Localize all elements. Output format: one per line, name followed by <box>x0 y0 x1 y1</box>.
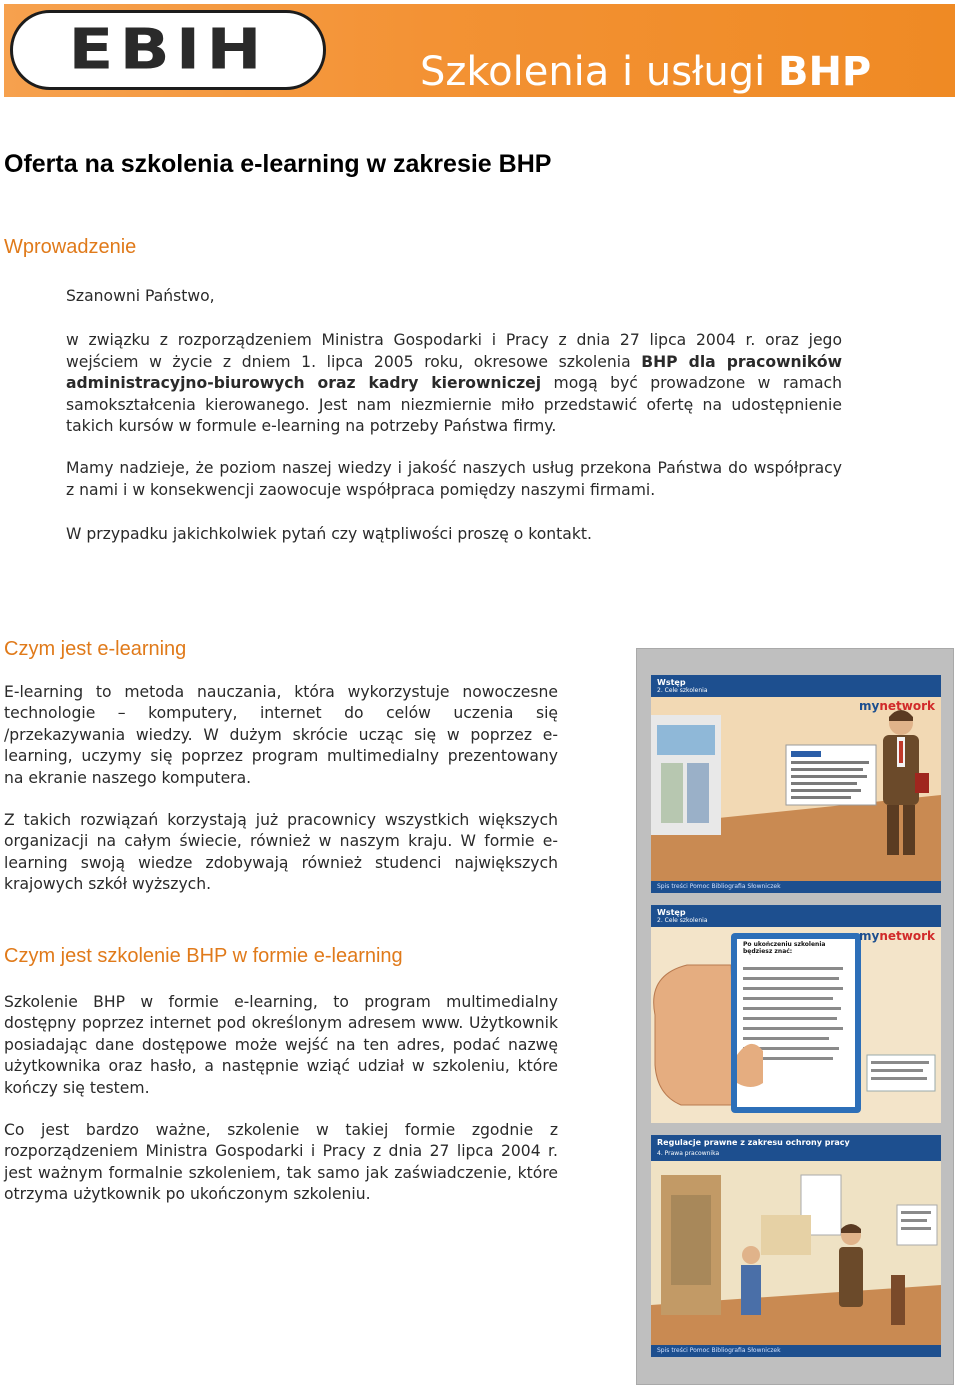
elearning-paragraph-1: E-learning to metoda nauczania, która wykorzystuje nowoczesne technologie – komputery, internet do celów uczenia się /przekazywania wiedzy. W dużym skrócie ucząc się w poprzez e-learning, uczymy się poprzez program multimedialny prezentowany na ekranie naszego komputera. <box>4 683 558 787</box>
room-people-illustration <box>651 1135 941 1357</box>
intro-p1-a: w związku z rozporządzeniem Ministra Gospodarki i Pracy z dnia 27 lipca 2004 r. oraz jego wejściem w życie z dniem 1. lipca 2005 roku, okresowe szkolenia <box>66 331 842 371</box>
logo-text: EBIH <box>68 16 268 83</box>
greeting: Szanowni Państwo, <box>66 287 215 305</box>
tagline-bold: BHP <box>777 49 872 95</box>
brand-part-b: network <box>879 929 935 943</box>
screenshot-2-title: Wstęp <box>657 908 686 917</box>
intro-paragraph-3: W przypadku jakichkolwiek pytań czy wątpliwości proszę o kontakt. <box>66 525 592 543</box>
intro-paragraph-2: Mamy nadzieje, że poziom naszej wiedzy i jakość naszych usług przekona Państwa do współpracy z nami i w konsekwencji zaowocuje współpraca pomiędzy naszymi firmami. <box>66 459 842 499</box>
header-banner <box>4 4 955 97</box>
bhp-paragraph-1: Szkolenie BHP w formie e-learning, to program multimedialny dostępny poprzez internet pod określonym adresem www. Użytkownik posiadając dane dostępowe może wejść na ten adres, podać nazwę użytkownika oraz hasło, a następnie wziąć udział w szkoleniu, które kończy się testem. <box>4 993 558 1097</box>
page-title: Oferta na szkolenia e-learning w zakresie BHP <box>4 150 552 178</box>
screenshot-3-footer <box>651 1345 941 1357</box>
bhp-heading: Czym jest szkolenie BHP w formie e-learning <box>4 945 403 967</box>
screenshot-3-titlebar <box>651 1135 941 1161</box>
screenshot-2-brand <box>859 929 935 943</box>
screenshot-1-titlebar <box>651 675 941 697</box>
course-screenshot-2 <box>651 905 941 1123</box>
screenshot-2-subtitle: 2. Cele szkolenia <box>657 917 708 924</box>
course-screenshot-3 <box>651 1135 941 1357</box>
ebih-logo <box>10 10 326 90</box>
screenshot-2-card-heading: Po ukończeniu szkolenia będziesz znać: <box>743 941 853 955</box>
intro-heading: Wprowadzenie <box>4 236 137 258</box>
intro-p1-bold: BHP dla pracowników administracyjno-biurowych oraz kadry kierowniczej <box>66 352 843 393</box>
bhp-paragraph-2: Co jest bardzo ważne, szkolenie w takiej formie zgodnie z rozporządzeniem Ministra Gospodarki i Pracy z dnia 27 lipca 2004 r. jest ważnym formalnie szkoleniem, tak samo jak zaświadczenie, które otrzyma użytkownik po ukończonym szkoleniu. <box>4 1121 558 1204</box>
screenshot-3-title: Regulacje prawne z zakresu ochrony pracy <box>657 1138 850 1147</box>
screenshot-3-subtitle: 4. Prawa pracownika <box>657 1150 720 1157</box>
intro-paragraph-1 <box>66 330 842 438</box>
screenshot-1-footer <box>651 881 941 893</box>
screenshot-2-titlebar <box>651 905 941 927</box>
brand-part-a: my <box>859 699 880 713</box>
brand-part-b: network <box>879 699 935 713</box>
tagline-main: Szkolenia i usługi <box>420 49 778 95</box>
elearning-paragraph-2: Z takich rozwiązań korzystają już pracownicy wszystkich większych organizacji na całym świecie, również w naszym kraju. W formie e-learning swoją wiedze zdobywają również studenci największych krajowych szkół wyższych. <box>4 811 558 894</box>
screenshot-1-title: Wstęp <box>657 678 686 687</box>
banner-tagline <box>420 48 871 96</box>
screenshot-1-footer-text: Spis treści Pomoc Bibliografia Słowniczek <box>657 883 781 890</box>
screenshot-1-subtitle: 2. Cele szkolenia <box>657 687 708 694</box>
elearning-heading: Czym jest e-learning <box>4 638 187 660</box>
course-screenshots-panel <box>636 648 954 1385</box>
screenshot-1-brand <box>859 699 935 713</box>
course-screenshot-1 <box>651 675 941 893</box>
screenshot-3-footer-text: Spis treści Pomoc Bibliografia Słowniczek <box>657 1347 781 1354</box>
intro-p1-b: mogą być prowadzone w ramach samokształcenia kierowanego. Jest nam niezmiernie miło przedstawić ofertę na udostępnienie takich kursów w formule e-learning na potrzeby Państwa firmy. <box>66 374 842 436</box>
brand-part-a: my <box>859 929 880 943</box>
